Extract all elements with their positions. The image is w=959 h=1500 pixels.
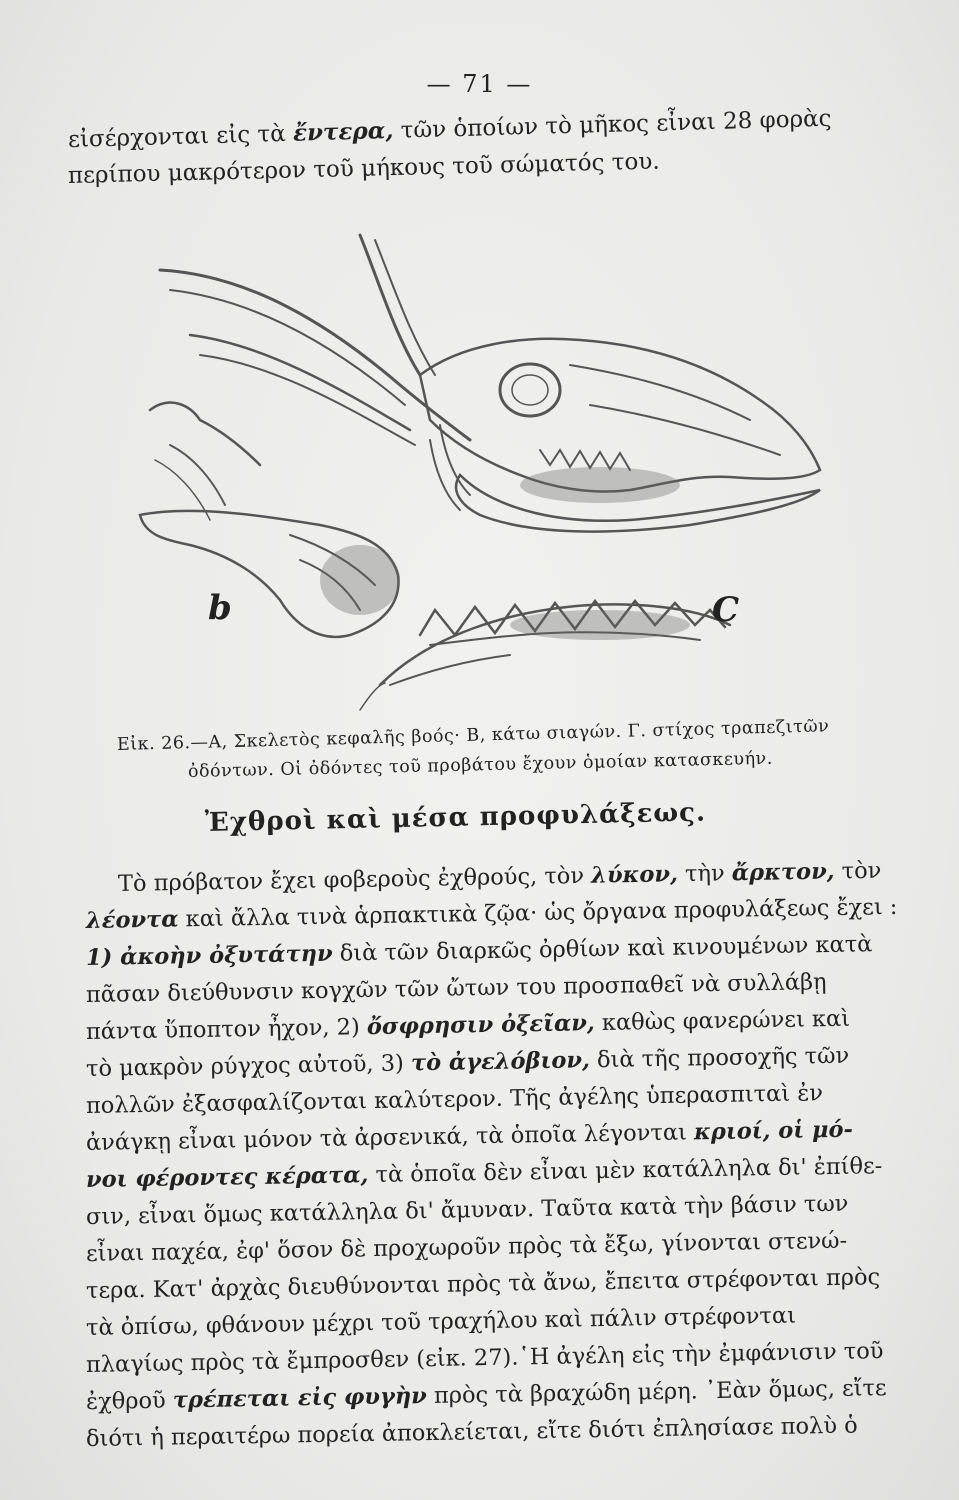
text-run: τὰ ὀπίσω, φθάνουν μέχρι τοῦ τραχήλου καὶ πάλιν στρέφονται — [85, 1302, 797, 1341]
text-run: διὰ τῶν διαρκῶς ὀρθίων καὶ κινουμένων κατὰ — [332, 931, 873, 967]
text-run: πάντα ὕποπτον ἦχον, 2) — [85, 1014, 368, 1045]
text-run: τὸν — [834, 857, 882, 885]
text-run: διότι ἡ περαιτέρω πορεία ἀποκλείεται, εἴτε διότι ἐπλησίασε πολὺ ὁ — [85, 1412, 858, 1452]
body-line — [85, 893, 898, 934]
emphasis-text: νοι φέροντες κέρατα, — [85, 1162, 369, 1193]
body-line — [85, 1005, 851, 1045]
body-line — [85, 1116, 854, 1156]
body-line — [86, 1340, 884, 1376]
emphasis-text: τρέπεται εἰς φυγὴν — [172, 1383, 428, 1414]
text-run: καθὼς φανερώνει καὶ — [594, 1005, 851, 1037]
page-number: — 71 — — [426, 70, 533, 98]
horn-right — [360, 235, 420, 375]
text-run: εἰσέρχονται εἰς τὰ — [67, 120, 294, 153]
emphasis-text: κριοί, οἱ μό- — [693, 1116, 854, 1146]
text-run: εἶναι παχέα, ἐφ' ὅσον δὲ προχωροῦν πρὸς τὰ ἔξω, γίνονται στενώ- — [85, 1227, 848, 1267]
text-run: πολλῶν ἐξασφαλίζονται καλύτερον. Τῆς ἀγέλης ὑπερασπιταὶ ἐν — [85, 1080, 824, 1119]
body-line — [85, 1227, 848, 1267]
text-run: ἐχθροῦ — [85, 1387, 174, 1415]
body-line — [86, 1377, 887, 1413]
body-line — [85, 1412, 858, 1452]
body-line — [85, 1302, 797, 1341]
text-run: καὶ ἄλλα τινὰ ἁρπακτικὰ ζῷα· ὡς ὄργανα προφυλάξεως ἔχει : — [178, 893, 898, 933]
text-run: πᾶσαν διεύθυνσιν κογχῶν τῶν ὤτων του προσπαθεῖ νὰ συλλάβῃ — [85, 969, 827, 1008]
emphasis-text: ἄρκτον, — [731, 858, 835, 887]
body-line — [86, 1266, 881, 1302]
emphasis-text: 1) — [85, 944, 121, 971]
text-run: τὴν — [677, 860, 733, 888]
figure-label-c: C — [712, 590, 740, 630]
text-run: τὰ ὁποῖα δὲν εἶναι μὲν κατάλληλα δι' ἐπίθε- — [368, 1153, 883, 1189]
figure-ox-skull — [130, 215, 850, 735]
text-run: τὸ μακρὸν ρύγχος αὐτοῦ, 3) — [85, 1050, 412, 1082]
figure-label-b: b — [208, 588, 232, 628]
figure-caption-line: ὀδόντων. Οἱ ὀδόντες τοῦ προβάτου ἔχουν ὁμοίαν κατασκευήν. — [187, 748, 773, 782]
text-run: Τὸ πρόβατον ἔχει φοβεροὺς ἐχθρούς, τὸν — [117, 862, 592, 897]
emphasis-text: τὸ ἀγελόβιον, — [410, 1047, 591, 1077]
text-run: πλαγίως πρὸς τὰ ἔμπροσθεν (εἰκ. 27).῾Η ἀγέλη εἰς τὴν ἐμφάνισιν τοῦ — [85, 1338, 884, 1378]
text-run: διὰ τῆς προσοχῆς τῶν — [589, 1042, 850, 1074]
intro-line — [67, 148, 660, 189]
body-line — [117, 857, 882, 897]
body-line — [86, 971, 827, 1006]
body-line — [86, 1082, 823, 1117]
body-line — [86, 1155, 883, 1191]
body-line — [85, 1042, 850, 1082]
emphasis-text: λέοντα — [85, 906, 179, 934]
text-run: πρὸς τὰ βραχώδη μέρη. ᾿Εὰν ὅμως, εἴτε — [426, 1375, 887, 1410]
text-run: περίπου μακρότερον τοῦ μήκους τοῦ σώματός του. — [67, 148, 660, 189]
text-run: σιν, εἶναι ὅμως κατάλληλα δι' ἄμυναν. Ταῦτα κατὰ τὴν βάσιν των — [85, 1190, 849, 1230]
body-line — [85, 1190, 849, 1230]
text-run: τερα. Κατ' ἀρχὰς διευθύνονται πρὸς τὰ ἄνω, ἔπειτα στρέφονται πρὸς — [85, 1264, 881, 1304]
emphasis-text: ἔντερα, — [292, 116, 394, 147]
intro-line — [68, 107, 832, 152]
emphasis-text: ἀκοὴν ὀξυτάτην — [119, 940, 333, 971]
section-heading: Ἐχθροὶ καὶ μέσα προφυλάξεως. — [204, 797, 707, 838]
text-run: ἀνάγκῃ εἶναι μόνον τὰ ἀρσενικά, τὰ ὁποῖα λέγονται — [85, 1119, 695, 1156]
figure-caption-line: Εἰκ. 26.—A, Σκελετὸς κεφαλῆς βοός· B, κάτω σιαγών. Γ. στίχος τραπεζιτῶν — [116, 716, 830, 755]
emphasis-text: ὄσφρησιν ὀξεῖαν, — [366, 1010, 595, 1041]
text-run: τῶν ὁποίων τὸ μῆκος εἶναι 28 φορὰς — [393, 105, 832, 144]
body-line — [86, 933, 873, 969]
emphasis-text: λύκον, — [590, 861, 679, 889]
